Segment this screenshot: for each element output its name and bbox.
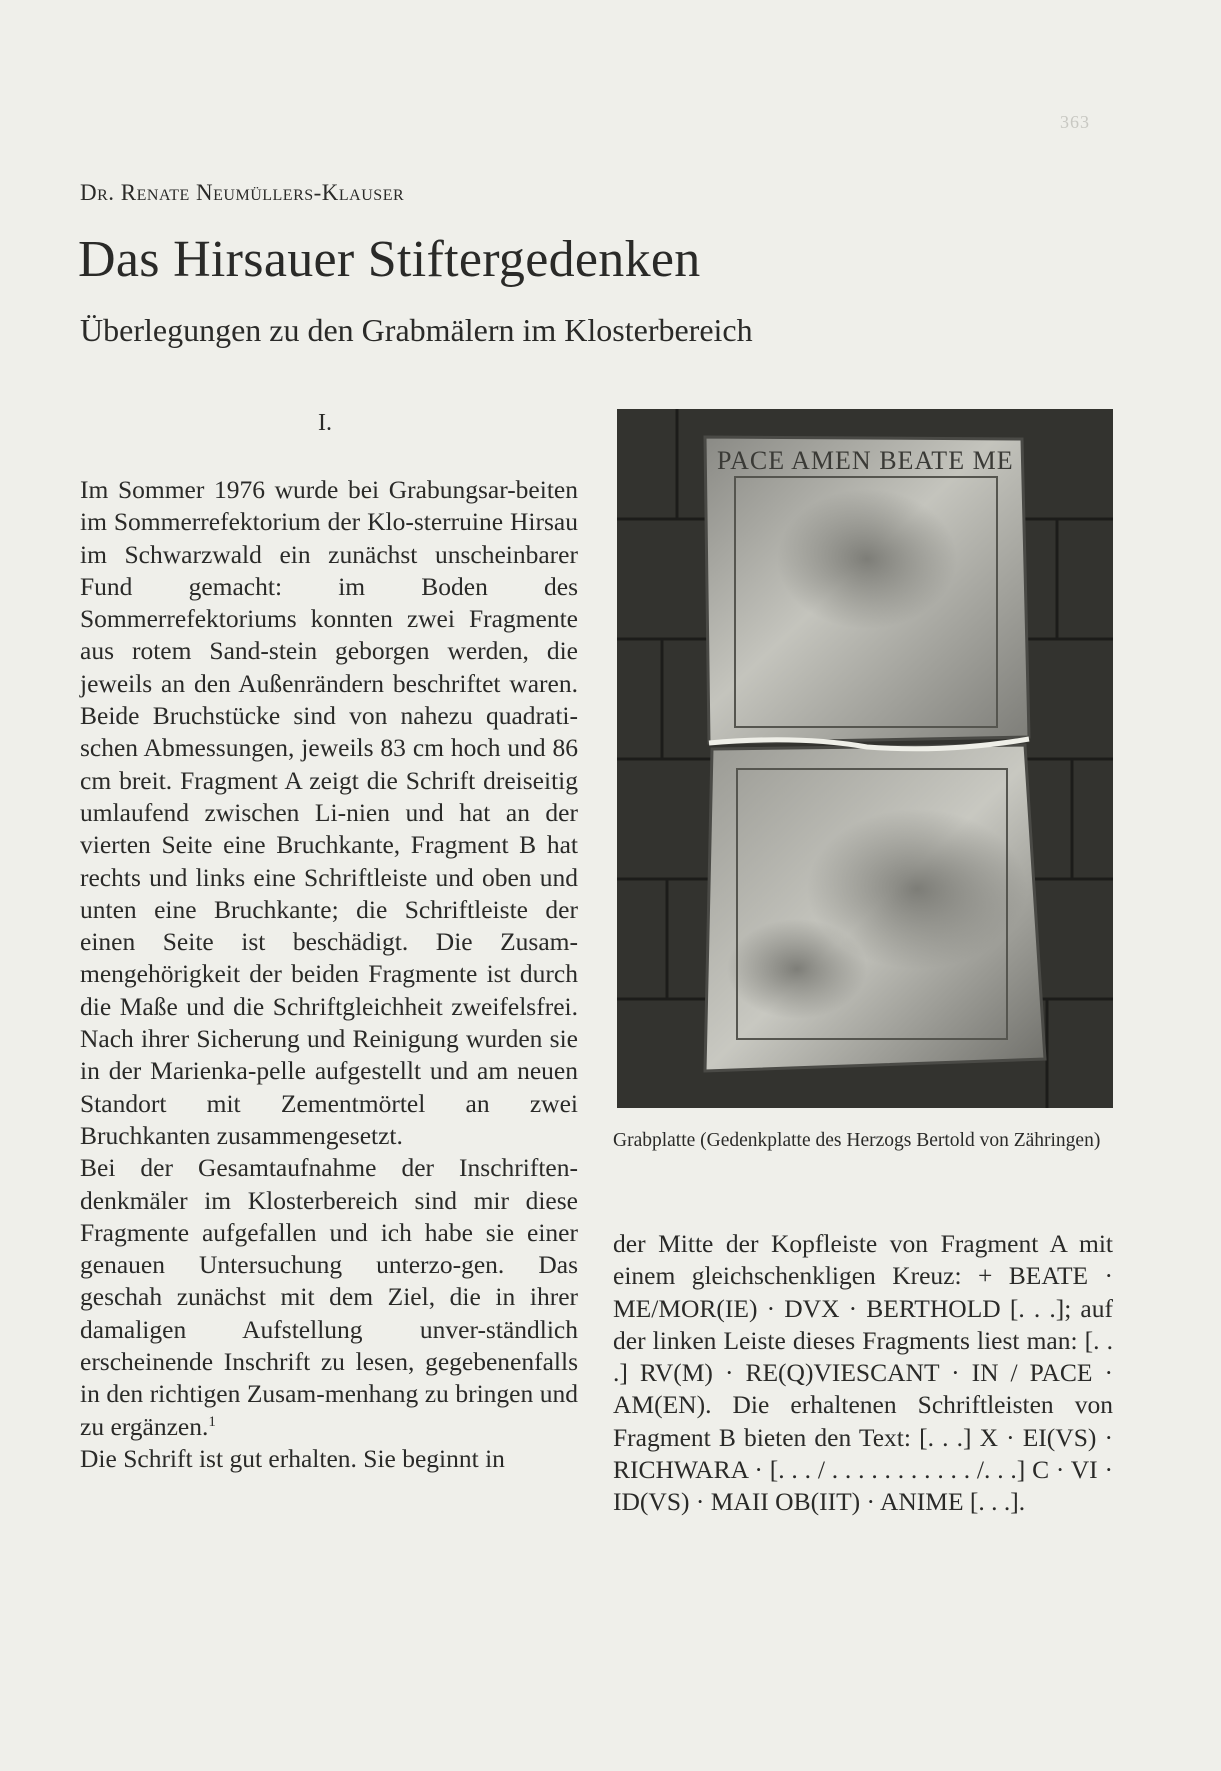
article-title: Das Hirsauer Stiftergedenken <box>78 231 701 288</box>
grave-slab-photo <box>617 409 1113 1108</box>
author-name: Dr. Renate Neumüllers-Klauser <box>80 180 405 205</box>
paragraph-investigation-text: Bei der Gesamtaufnahme der Inschriften-denkmäler im Klosterbereich sind mir diese Fragmente aufgefallen und ich habe sie einer genauen Untersuchung unterzo-gen. Das geschah zunächst mit dem Ziel, die in ihrer damaligen Aufstellung unver-ständlich erscheinende Inschrift zu lesen, gegebenenfalls in den richtigen Zusam-menhang zu bringen und zu ergänzen. <box>80 1153 578 1441</box>
inscription-top-text: PACE AMEN BEATE ME <box>717 446 1014 475</box>
page-number-faded: 363 <box>1060 112 1090 132</box>
footnote-reference[interactable]: 1 <box>208 1413 216 1430</box>
section-number: I. <box>318 410 332 436</box>
grave-slab-illustration <box>617 409 1113 1108</box>
paragraph-script-start: Die Schrift ist gut erhalten. Sie beginnt in <box>80 1443 505 1473</box>
paragraph-investigation <box>80 1152 578 1443</box>
body-column-right <box>613 1228 1113 1519</box>
figure-caption: Grabplatte (Gedenkplatte des Herzogs Bertold von Zähringen) <box>613 1130 1101 1151</box>
article-subtitle: Überlegungen zu den Grabmälern im Klosterbereich <box>80 312 753 348</box>
body-column-left <box>80 474 578 1475</box>
paragraph-intro: Im Sommer 1976 wurde bei Grabungsar-beiten im Sommerrefektorium der Klo-sterruine Hirsau im Schwarzwald ein zunächst unscheinbarer Fund gemacht: im Boden des Sommerrefektoriums konnten zwei Fragmente aus rotem Sand-stein geborgen werden, die jeweils an den Außenrändern beschriftet waren. Beide Bruchstücke sind von nahezu quadrati-schen Abmessungen, jeweils 83 cm hoch und 86 cm breit. Fragment A zeigt die Schrift dreiseitig umlaufend zwischen Li-nien und hat an der vierten Seite eine Bruchkante, Fragment B hat rechts und links eine Schriftleiste und oben und unten eine Bruchkante; die Schriftleiste der einen Seite ist beschädigt. Die Zusam-mengehörigkeit der beiden Fragmente ist durch die Maße und die Schriftgleichheit zweifelsfrei. Nach ihrer Sicherung und Reinigung wurden sie in der Marienka-pelle aufgestellt und am neuen Standort mit Zementmörtel an zwei Bruchkanten zusammengesetzt. <box>80 475 578 1150</box>
paragraph-inscription-reading: der Mitte der Kopfleiste von Fragment A mit einem gleichschenkligen Kreuz: + BEATE · ME/MOR(IE) · DVX · BERTHOLD [. . .]; auf der linken Leiste dieses Fragments liest man: [. . .] RV(M) · RE(Q)VIESCANT · IN / PACE · AM(EN). Die erhaltenen Schriftleisten von Fragment B bieten den Text: [. . .] X · EI(VS) · RICHWARA · [. . . / . . . . . . . . . . . /. . .] C · VI · ID(VS) · MAII OB(IIT) · ANIME [. . .]. <box>613 1229 1113 1517</box>
